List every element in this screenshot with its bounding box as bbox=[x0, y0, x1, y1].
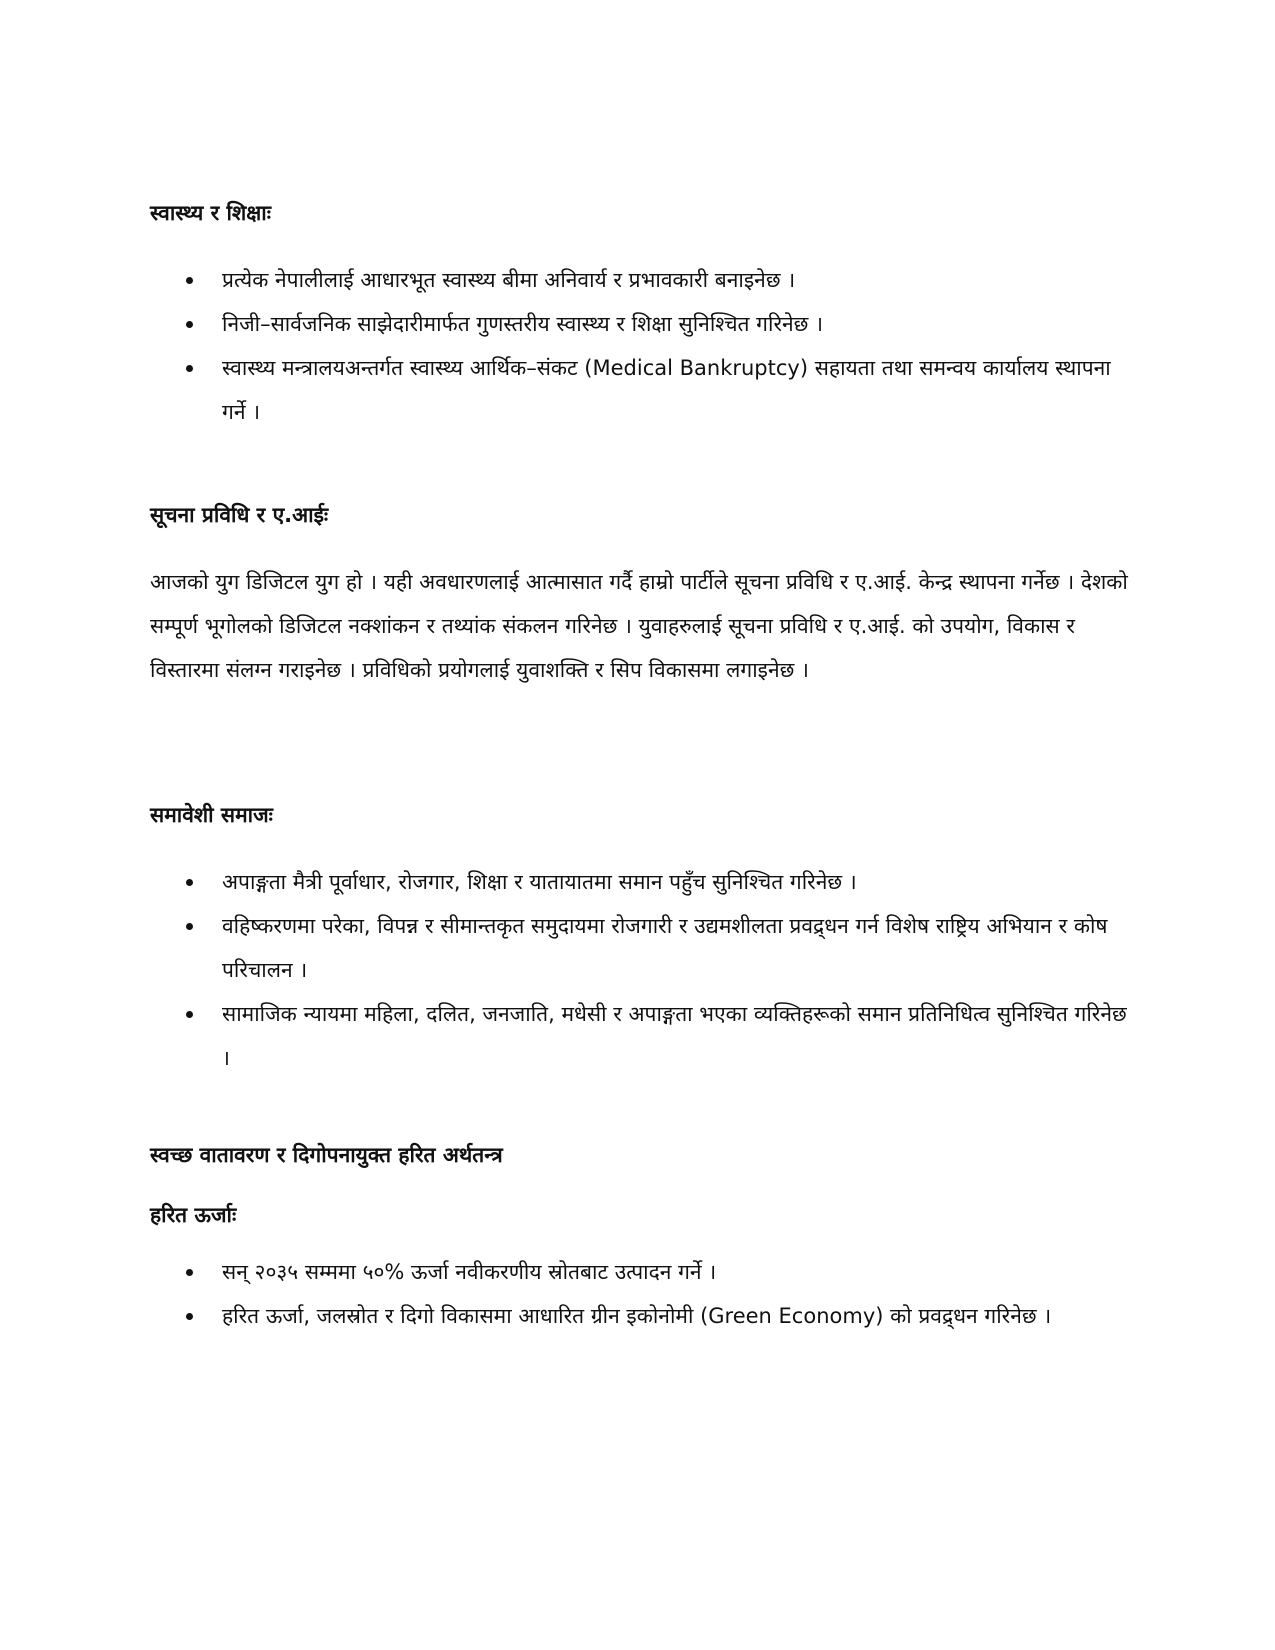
list-item bbox=[150, 860, 1130, 904]
section-health-education bbox=[150, 198, 1130, 434]
list-item bbox=[150, 904, 1130, 992]
section-it-ai bbox=[150, 500, 1130, 692]
section-clean-environment bbox=[150, 1140, 1130, 1338]
bullet-dot-icon bbox=[186, 923, 193, 930]
list-item-text: निजी–सार्वजनिक साझेदारीमार्फत गुणस्तरीय स्वास्थ्य र शिक्षा सुनिश्चित गरिनेछ । bbox=[222, 312, 824, 336]
bullet-dot-icon bbox=[186, 1313, 193, 1320]
section-heading: स्वास्थ्य र शिक्षाः bbox=[150, 201, 271, 225]
list-item bbox=[150, 1250, 1130, 1294]
bullet-dot-icon bbox=[186, 277, 193, 284]
section-heading: स्वच्छ वातावरण र दिगोपनायुक्त हरित अर्थतन्त्र bbox=[150, 1143, 503, 1167]
list-item bbox=[150, 258, 1130, 302]
bullet-dot-icon bbox=[186, 1011, 193, 1018]
list-item-text: स्वास्थ्य मन्त्रालयअन्तर्गत स्वास्थ्य आर्थिक–संकट (Medical Bankruptcy) सहायता तथा समन्वय कार्यालय स्थापना गर्ने । bbox=[222, 356, 1111, 424]
bullet-list bbox=[150, 860, 1130, 1080]
bullet-list bbox=[150, 1250, 1130, 1338]
section-subheading: हरित ऊर्जाः bbox=[150, 1203, 237, 1227]
section-inclusive-society bbox=[150, 800, 1130, 1080]
bullet-list bbox=[150, 258, 1130, 434]
list-item bbox=[150, 302, 1130, 346]
list-item-text: सामाजिक न्यायमा महिला, दलित, जनजाति, मधेसी र अपाङ्गता भएका व्यक्तिहरूको समान प्रतिनिधित्व सुनिश्चित गरिनेछ । bbox=[222, 1002, 1127, 1070]
list-item-text: अपाङ्गता मैत्री पूर्वाधार, रोजगार, शिक्षा र यातायातमा समान पहुँच सुनिश्चित गरिनेछ । bbox=[222, 870, 857, 894]
section-paragraph: आजको युग डिजिटल युग हो । यही अवधारणलाई आत्मासात गर्दै हाम्रो पार्टीले सूचना प्रविधि र ए.आई. केन्द्र स्थापना गर्नेछ । देशको सम्पूर्ण भूगोलको डिजिटल नक्शांकन र तथ्यांक संकलन गरिनेछ । युवाहरुलाई सूचना प्रविधि र ए.आई. को उपयोग, विकास र विस्तारमा संलग्न गराइनेछ । प्रविधिको प्रयोगलाई युवाशक्ति र सिप विकासमा लगाइनेछ । bbox=[150, 570, 1128, 682]
section-heading: सूचना प्रविधि र ए.आईः bbox=[150, 503, 329, 527]
list-item-text: सन् २०३५ सम्ममा ५०% ऊर्जा नवीकरणीय स्रोतबाट उत्पादन गर्ने । bbox=[222, 1260, 717, 1284]
list-item-text: वहिष्करणमा परेका, विपन्न र सीमान्तकृत समुदायमा रोजगारी र उद्यमशीलता प्रवद्र्धन गर्न विशेष राष्ट्रिय अभियान र कोष परिचालन । bbox=[222, 914, 1108, 982]
list-item bbox=[150, 346, 1130, 434]
bullet-dot-icon bbox=[186, 321, 193, 328]
bullet-dot-icon bbox=[186, 1269, 193, 1276]
section-heading: समावेशी समाजः bbox=[150, 803, 273, 827]
list-item bbox=[150, 1294, 1130, 1338]
bullet-dot-icon bbox=[186, 365, 193, 372]
bullet-dot-icon bbox=[186, 879, 193, 886]
list-item-text: हरित ऊर्जा, जलस्रोत र दिगो विकासमा आधारित ग्रीन इकोनोमी (Green Economy) को प्रवद्र्धन गरिनेछ । bbox=[222, 1304, 1052, 1328]
list-item-text: प्रत्येक नेपालीलाई आधारभूत स्वास्थ्य बीमा अनिवार्य र प्रभावकारी बनाइनेछ । bbox=[222, 268, 796, 292]
list-item bbox=[150, 992, 1130, 1080]
